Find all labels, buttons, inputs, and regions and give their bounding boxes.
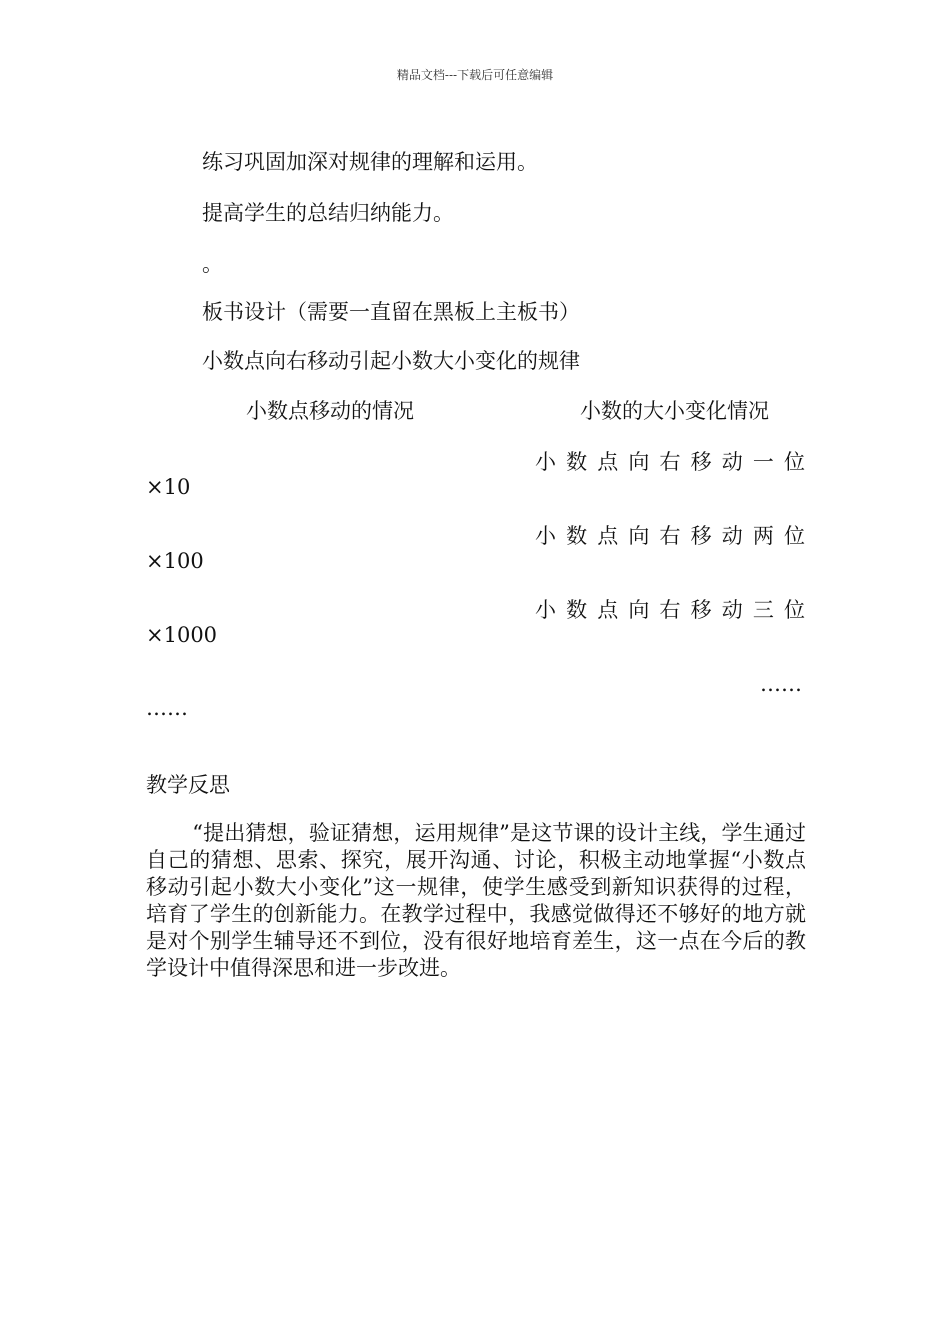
- table-header-change: 小数的大小变化情况: [580, 399, 769, 423]
- line-improve: 提高学生的总结归纳能力。: [202, 201, 454, 225]
- page-header: 精品文档---下载后可任意编辑: [396, 68, 554, 82]
- row-2-change: ×100: [146, 549, 204, 573]
- char: 小: [535, 524, 556, 548]
- ellipsis-left: ……: [146, 696, 188, 720]
- table-header-movement: 小数点移动的情况: [246, 399, 414, 423]
- char: 小: [535, 598, 556, 622]
- row-3-change: ×1000: [146, 623, 218, 647]
- line-board-design: 板书设计（需要一直留在黑板上主板书）: [202, 300, 580, 324]
- char: 移: [690, 524, 712, 548]
- char: 点: [597, 524, 619, 548]
- char: 数: [566, 598, 588, 622]
- char: 位: [784, 450, 805, 474]
- char: 动: [721, 450, 743, 474]
- char: 右: [659, 450, 681, 474]
- char: 小: [535, 450, 556, 474]
- char: 位: [784, 598, 805, 622]
- char: 移: [690, 450, 712, 474]
- reflection-paragraph: “提出猜想，验证猜想，运用规律”是这节课的设计主线，学生通过自己的猜想、思索、探究，展开沟通、讨论，积极主动地掌握“小数点移动引起小数大小变化”这一规律，使学生感受到新知识获得的过程，培育了学生的创新能力。在教学过程中，我感觉做得还不够好的地方就是对个别学生辅导还不到位，没有很好地培育差生，这一点在今后的教学设计中值得深思和进一步改进。: [146, 821, 806, 980]
- char: 动: [721, 598, 743, 622]
- ellipsis-right: ……: [760, 672, 802, 696]
- char: 右: [659, 598, 681, 622]
- char: 数: [566, 450, 588, 474]
- line-period: 。: [202, 252, 223, 276]
- char: 一: [752, 450, 774, 474]
- line-practice: 练习巩固加深对规律的理解和运用。: [202, 150, 538, 174]
- row-2-movement: [535, 522, 805, 550]
- char: 三: [752, 598, 774, 622]
- char: 向: [628, 524, 650, 548]
- row-3-movement: [535, 596, 805, 624]
- reflection-heading: 教学反思: [146, 773, 230, 797]
- char: 两: [752, 524, 774, 548]
- char: 位: [784, 524, 805, 548]
- char: 右: [659, 524, 681, 548]
- char: 点: [597, 598, 619, 622]
- line-rule-title: 小数点向右移动引起小数大小变化的规律: [202, 349, 580, 373]
- row-1-movement: [535, 448, 805, 476]
- char: 向: [628, 450, 650, 474]
- char: 移: [690, 598, 712, 622]
- char: 点: [597, 450, 619, 474]
- char: 向: [628, 598, 650, 622]
- char: 数: [566, 524, 588, 548]
- char: 动: [721, 524, 743, 548]
- row-1-change: ×10: [146, 475, 191, 499]
